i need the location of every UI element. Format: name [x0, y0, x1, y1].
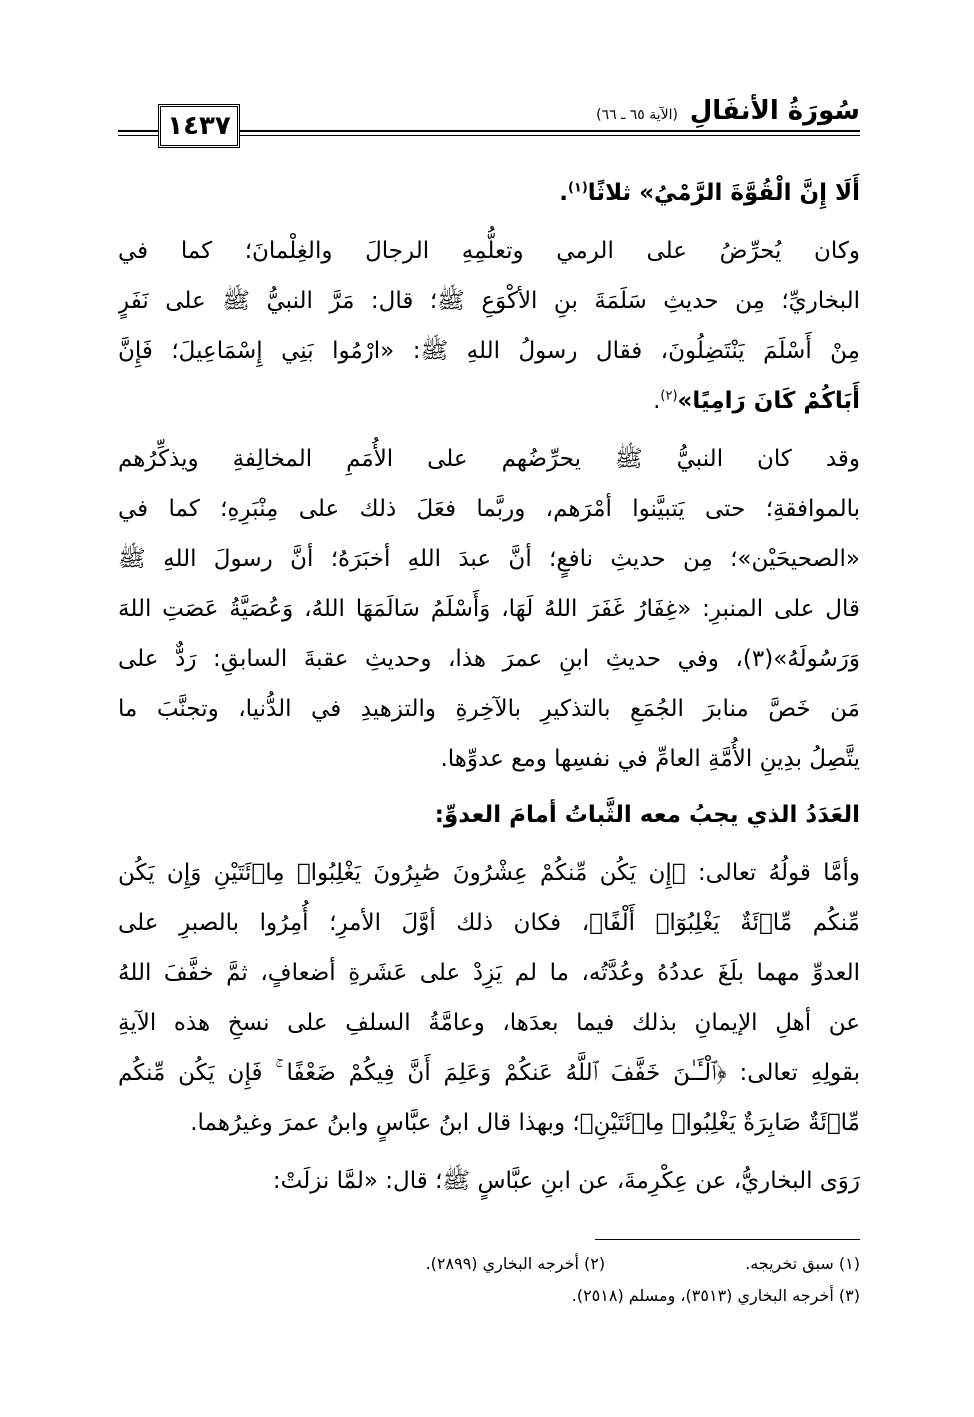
paragraph	[118, 168, 860, 218]
page-header	[118, 96, 860, 158]
header-rule-left	[118, 130, 158, 136]
paragraph	[118, 848, 860, 1148]
footnote-row	[118, 1280, 860, 1312]
footnote-ref[interactable]: (١)	[567, 180, 588, 196]
running-head	[596, 96, 860, 126]
footnote-row	[118, 1248, 860, 1280]
text-line: رَوَى البخاريُّ، عن عِكْرِمةَ، عن ابنِ عبَّاسٍ ﷺ؛ قال: «لمَّا نزلَتْ:	[272, 1168, 860, 1194]
text-line: مِّا۟ئَةٌ صَابِرَةٌ يَغْلِبُوا۟ مِا۟ئَتَيْنِ﴾؛ وبهذا قال ابنُ عبَّاسٍ وابنُ عمرَ وغيرُهما.	[190, 1110, 860, 1136]
text-line: بقولِهِ تعالى: ﴿ٱلْـَٔـٰنَ خَفَّفَ ٱللَّهُ عَنكُمْ وَعَلِمَ أَنَّ فِيكُمْ ضَعْفًا ۚ فَإِن يَكُن مِّنكُم	[118, 1060, 860, 1086]
ayah-range: (الآية ٦٥ ـ ٦٦)	[596, 107, 678, 123]
line-tail: .	[653, 388, 661, 414]
surah-title: سُورَةُ الأنفَالِ	[689, 96, 860, 126]
page-number: ١٤٣٧	[158, 104, 240, 148]
text-line: عن أهلِ الإيمانِ بذلك فيما بعدَها، وعامَّةُ السلفِ على نسخِ هذه الآيةِ	[118, 1010, 860, 1036]
text-line: يتَّصِلُ بدِينِ الأُمَّةِ العامِّ في نفسِها ومع عدوِّها.	[440, 746, 860, 772]
text-line: وكان يُحرِّضُ على الرمي وتعلُّمِهِ الرجالَ والغِلْمانَ؛ كما في	[118, 238, 860, 264]
text-line: وَرَسُولَهُ»(٣)، وفي حديثِ ابنِ عمرَ هذا، وحديثِ عقبةَ السابقِ: رَدٌّ على	[118, 646, 860, 672]
footnote-ref[interactable]: (٢)	[660, 388, 678, 404]
text-line: «الصحيحَيْن»؛ مِن حديثِ نافعٍ؛ أنَّ عبدَ اللهِ أخبَرَهُ؛ أنَّ رسولَ اللهِ ﷺ	[118, 546, 860, 572]
line-tail: .	[559, 180, 568, 206]
text-line: مِنْ أَسْلَمَ يَنْتَضِلُونَ، فقال رسولُ اللهِ ﷺ: «ارْمُوا بَنِي إِسْمَاعِيلَ؛ فَإِنَّ	[118, 338, 860, 364]
page-body	[118, 168, 860, 1212]
text-line: بالموافقةِ؛ حتى يَتبيَّنوا أمْرَهم، وربَّما فعَلَ ذلك على مِنْبَرِهِ؛ كما في	[118, 496, 860, 522]
text-line: مَن خَصَّ منابرَ الجُمَعِ بالتذكيرِ بالآخِرةِ والتزهيدِ في الدُّنيا، وتجنَّبَ ما	[118, 696, 860, 722]
paragraph	[118, 226, 860, 426]
line-text: أَبَاكُمْ كَانَ رَامِيًا»	[677, 388, 860, 414]
paragraph	[118, 434, 860, 784]
footnote-separator	[595, 1239, 860, 1240]
text-line: البخاريِّ؛ مِن حديثِ سَلَمَةَ بنِ الأكْوَعِ ﷺ؛ قال: مَرَّ النبيُّ ﷺ على نَفَرٍ	[118, 288, 860, 314]
footnote-1: (١) سبق تخريجه.	[745, 1254, 860, 1273]
text-line	[118, 376, 860, 426]
paragraph	[118, 1156, 860, 1206]
text-line: قال على المنبرِ: «غِفَارُ غَفَرَ اللهُ لَهَا، وَأَسْلَمُ سَالَمَهَا اللهُ، وَعُصَيَّةُ عَصَتِ اللهَ	[118, 596, 860, 622]
footnote-3: (٣) أخرجه البخاري (٣٥١٣)، ومسلم (٢٥١٨).	[571, 1286, 860, 1305]
text-line: وأمَّا قولُهُ تعالى: ﴿إِن يَكُن مِّنكُمْ عِشْرُونَ صَٰبِرُونَ يَغْلِبُوا۟ مِا۟ئَتَيْنِ وَإِن يَكُن	[118, 860, 860, 886]
text-line: وقد كان النبيُّ ﷺ يحرِّضُهم على الأُمَمِ المخالِفةِ ويذكِّرُهم	[118, 446, 860, 472]
header-rule-right	[240, 130, 860, 136]
section-heading: العَدَدُ الذي يجبُ معه الثَّباتُ أمامَ العدوِّ:	[434, 802, 860, 828]
text-line: العدوِّ مهما بلَغَ عددُهُ وعُدَّتُه، ما لم يَزِدْ على عَشَرةِ أضعافٍ، ثمَّ خفَّفَ اللهُ	[118, 960, 860, 986]
footnote-2: (٢) أخرجه البخاري (٢٨٩٩).	[425, 1254, 606, 1273]
text-line: مِّنكُم مِّا۟ئَةٌ يَغْلِبُوٓا۟ أَلْفًا﴾، فكان ذلك أوَّلَ الأمرِ؛ أُمِرُوا بالصبرِ على	[118, 910, 860, 936]
line-text: أَلَا إِنَّ الْقُوَّةَ الرَّمْيُ» ثلاثًا	[587, 180, 860, 206]
text-line	[118, 168, 860, 218]
footnotes	[118, 1248, 860, 1312]
